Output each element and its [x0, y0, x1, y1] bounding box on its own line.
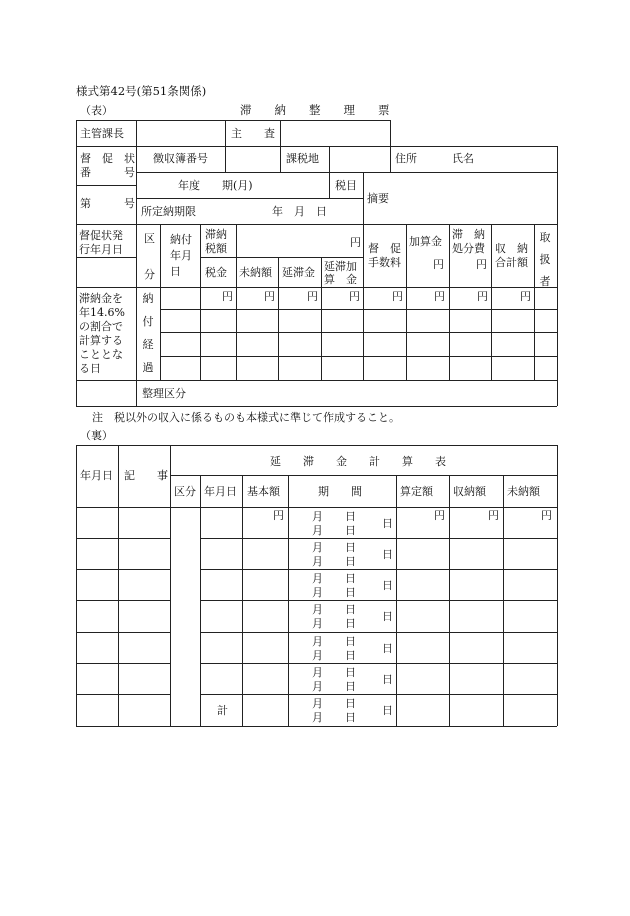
late-rate-line-1: 滞納金を — [79, 292, 123, 305]
tokusoku-number-label-2: 番 号 — [80, 166, 135, 179]
late-additional-label-2: 算 金 — [324, 273, 357, 286]
yen-surcharge: 円 — [434, 290, 445, 303]
handler-label: 取扱者 — [539, 231, 551, 288]
period-row2-end: 月 日 — [312, 555, 356, 568]
period-row6-days: 日 — [382, 673, 393, 686]
ledger-number-label: 徴収簿番号 — [153, 152, 208, 165]
yen-disposal: 円 — [477, 290, 488, 303]
disposal-fee-label-2: 処分費 — [452, 242, 485, 255]
year-period-label: 年度 期(月) — [178, 179, 253, 192]
payment-ymd-label-1: 納付 — [170, 233, 192, 246]
period-row1-end: 月 日 — [312, 524, 356, 537]
period-row7-start: 月 日 — [312, 697, 356, 710]
yen-tax: 円 — [222, 290, 233, 303]
issue-date-label-2: 行年月日 — [79, 243, 123, 256]
total-label: 計 — [217, 704, 228, 717]
payment-ymd-label-2: 年月 — [170, 249, 192, 262]
chief-label: 主管課長 — [80, 127, 124, 140]
yen-collected: 円 — [520, 290, 531, 303]
name-label: 氏名 — [452, 152, 474, 165]
yen-unpaid: 円 — [264, 290, 275, 303]
period-row4-end: 月 日 — [312, 617, 356, 630]
back-label: （裏） — [80, 429, 113, 442]
period-row5-start: 月 日 — [312, 635, 356, 648]
period-row5-days: 日 — [382, 642, 393, 655]
period-row3-days: 日 — [382, 579, 393, 592]
collected-total-label-1: 収 納 — [495, 242, 528, 255]
base-amount-header: 基本額 — [247, 485, 280, 498]
tax-item-label: 税目 — [335, 179, 357, 192]
yen-dunning-fee: 円 — [392, 290, 403, 303]
delinquent-tax-label-1: 滞納 — [205, 228, 227, 241]
tax-location-label: 課税地 — [286, 152, 319, 165]
collected-total-label-2: 合計額 — [495, 256, 528, 269]
period-row6-end: 月 日 — [312, 680, 356, 693]
unpaid-header: 未納額 — [507, 485, 540, 498]
subchief-label: 主 査 — [231, 127, 275, 140]
yen-late-fee: 円 — [307, 290, 318, 303]
dunning-fee-label-1: 督 促 — [368, 242, 401, 255]
delinquent-tax-label-2: 税額 — [205, 242, 227, 255]
payment-history-label: 納付経過 — [142, 292, 154, 374]
period-row4-days: 日 — [382, 610, 393, 623]
dai-gou-label: 第 号 — [80, 197, 135, 210]
admin-class-label: 整理区分 — [142, 387, 186, 400]
period-row3-end: 月 日 — [312, 586, 356, 599]
surcharge-yen: 円 — [433, 258, 444, 271]
period-row5-end: 月 日 — [312, 649, 356, 662]
period-row3-start: 月 日 — [312, 572, 356, 585]
period-row2-days: 日 — [382, 548, 393, 561]
kubun-label-1: 区 — [144, 232, 155, 245]
form-number: 様式第42号(第51条関係) — [76, 84, 207, 98]
late-additional-label-1: 延滞加 — [324, 260, 357, 273]
period-row7-days: 日 — [382, 704, 393, 717]
tokusoku-number-label-1: 督 促 状 — [80, 152, 135, 165]
surcharge-label: 加算金 — [409, 235, 442, 248]
back-date-header: 年月日 — [80, 469, 113, 482]
late-rate-line-2: 年14.6% — [79, 306, 125, 319]
calc-amount-yen: 円 — [434, 509, 445, 522]
due-date-ymd: 年 月 日 — [272, 205, 327, 218]
unpaid-yen: 円 — [541, 509, 552, 522]
period-row4-start: 月 日 — [312, 603, 356, 616]
period-header: 期 間 — [318, 485, 362, 498]
late-rate-line-3: の割合で — [79, 320, 123, 333]
front-label: （表） — [80, 104, 113, 117]
summary-label: 摘要 — [367, 192, 389, 205]
payment-ymd-label-3: 日 — [170, 265, 181, 278]
calc-amount-header: 算定額 — [400, 485, 433, 498]
dunning-fee-label-2: 手数料 — [368, 256, 401, 269]
period-row1-start: 月 日 — [312, 510, 356, 523]
class-header: 区分 — [174, 485, 196, 498]
period-row7-end: 月 日 — [312, 711, 356, 724]
disposal-fee-label-1: 滞 納 — [452, 228, 485, 241]
yen-late-add: 円 — [349, 290, 360, 303]
collected-header: 収納額 — [453, 485, 486, 498]
late-fee-label: 延滞金 — [282, 266, 315, 279]
collected-yen: 円 — [488, 509, 499, 522]
issue-date-label-1: 督促状発 — [79, 229, 123, 242]
ymd-header: 年月日 — [204, 485, 237, 498]
late-rate-line-4: 計算する — [79, 334, 123, 347]
period-row1-days: 日 — [382, 517, 393, 530]
late-rate-line-6: る日 — [79, 362, 101, 375]
note-text: 注 税以外の収入に係るものも本様式に準じて作成すること。 — [92, 411, 400, 424]
base-amount-yen: 円 — [273, 509, 284, 522]
calc-table-title: 延 滞 金 計 算 表 — [270, 455, 446, 468]
period-row6-start: 月 日 — [312, 666, 356, 679]
kubun-label-2: 分 — [144, 268, 155, 281]
late-rate-line-5: こととな — [79, 348, 123, 361]
delinquent-tax-yen: 円 — [350, 236, 361, 249]
tax-amount-label: 税金 — [205, 266, 227, 279]
disposal-fee-yen: 円 — [476, 258, 487, 271]
page-title: 滞 納 整 理 票 — [240, 103, 390, 117]
period-row2-start: 月 日 — [312, 541, 356, 554]
back-record-header: 記 事 — [124, 469, 168, 482]
due-date-label: 所定納期限 — [141, 205, 196, 218]
address-label: 住所 — [395, 152, 417, 165]
unpaid-label: 未納額 — [239, 266, 272, 279]
